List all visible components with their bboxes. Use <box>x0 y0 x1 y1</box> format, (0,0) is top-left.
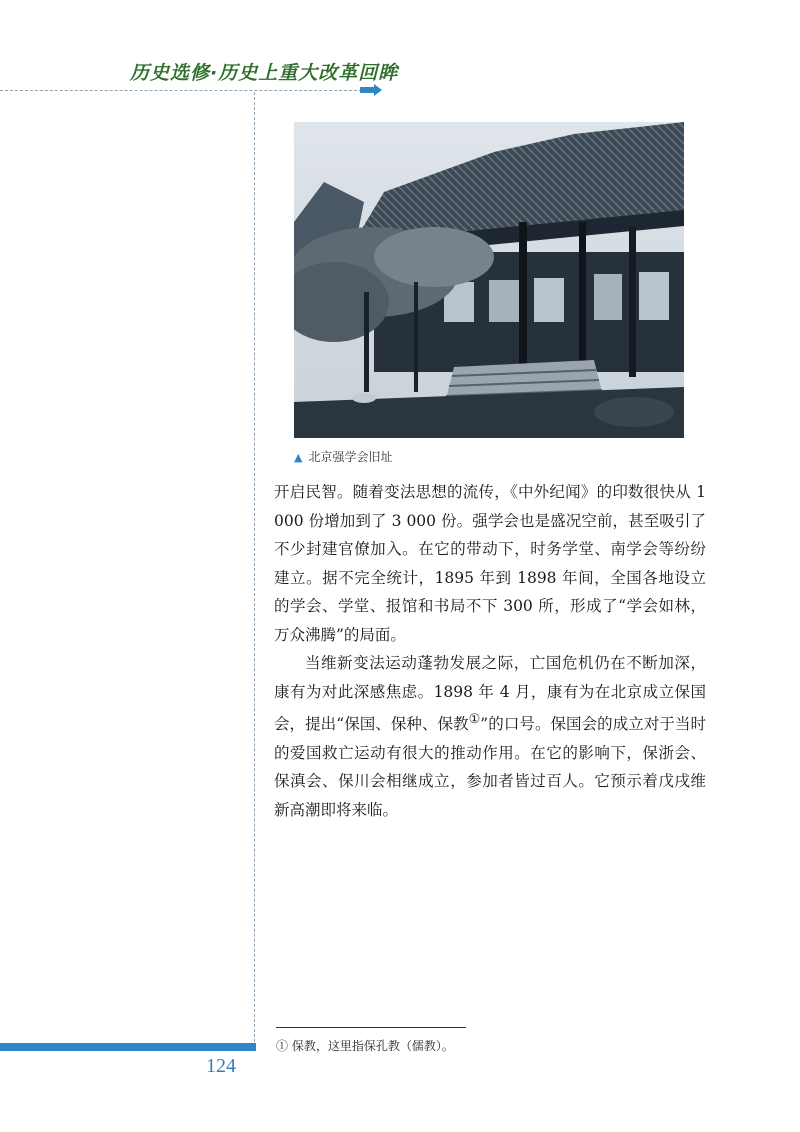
footnote-ref[interactable]: ① <box>468 712 481 727</box>
page-bottom-bar <box>0 1043 256 1051</box>
footnote-divider <box>276 1027 466 1028</box>
margin-divider <box>254 92 255 1042</box>
figure-caption <box>294 448 392 465</box>
header-arrow-icon <box>360 84 382 96</box>
paragraph-1: 开启民智。随着变法思想的流传，《中外纪闻》的印数很快从 1 000 份增加到了 3 000 份。强学会也是盛况空前，甚至吸引了不少封建官僚加入。在它的带动下，时务学堂、南学会等纷纷建立。据不完全统计，1895 年到 1898 年间，全国各地设立的学会、学堂、报馆和书局不下 300 所，形成了“学会如林，万众沸腾”的局面。 <box>274 483 706 644</box>
triangle-marker-icon: ▲ <box>294 451 303 464</box>
header-divider <box>0 90 362 91</box>
paragraph-2-part-1: 当维新变法运动蓬勃发展之际，亡国危机仍在不断加深，康有为对此深感焦虑。1898 年 4 月，康有为在北京成立保国会，提出“保国、保种、保教 <box>274 654 706 734</box>
photo-qiangxuehui-site <box>294 122 684 438</box>
caption-text: 北京强学会旧址 <box>308 450 393 464</box>
paragraph-2-part-2: ”的口号。保国会的成立对于当时的爱国救亡运动有很大的推动作用。在它的影响下，保浙会、保滇会、保川会相继成立，参加者皆过百人。它预示着戊戌维新高潮即将来临。 <box>274 715 706 819</box>
body-text <box>274 478 706 824</box>
header-title: 历史选修·历史上重大改革回眸 <box>130 62 399 84</box>
paragraph-2 <box>274 649 706 824</box>
footnote: ① 保教，这里指保孔教（儒教）。 <box>276 1039 454 1053</box>
page-number: 124 <box>206 1055 236 1077</box>
